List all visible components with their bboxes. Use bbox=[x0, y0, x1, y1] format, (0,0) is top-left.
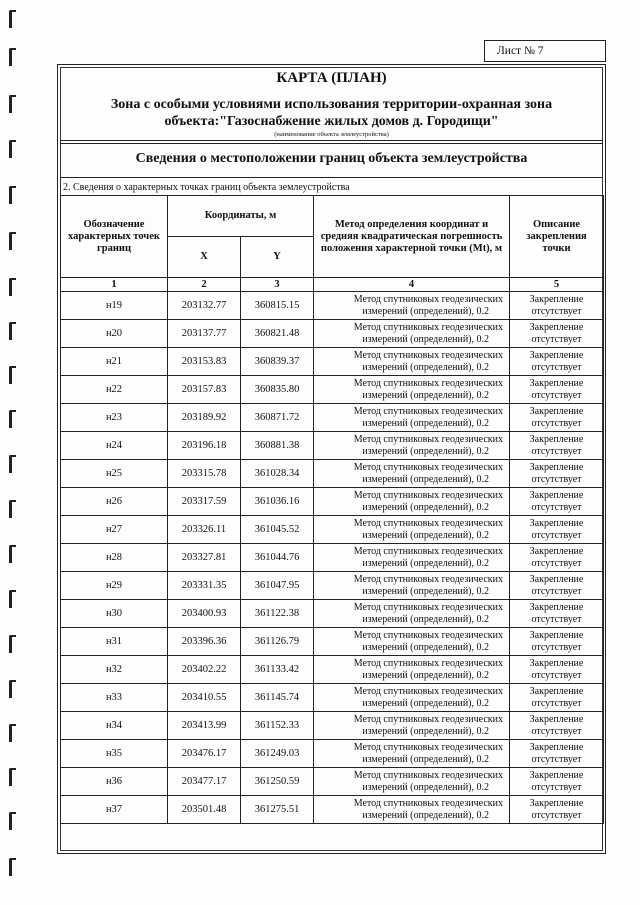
header-x: X bbox=[168, 237, 241, 278]
method-line2: измерений (определений), 0.2 bbox=[362, 585, 490, 597]
binding-hole-mark bbox=[9, 635, 16, 653]
point-id: н35 bbox=[61, 740, 168, 768]
table-row bbox=[61, 488, 604, 516]
method-cell bbox=[314, 376, 510, 404]
fixation-line1: Закрепление bbox=[529, 462, 584, 473]
method-line1: Метод спутниковых геодезических bbox=[353, 798, 504, 809]
fixation-line1: Закрепление bbox=[529, 630, 584, 641]
binding-hole-mark bbox=[9, 812, 16, 830]
method-line1: Метод спутниковых геодезических bbox=[353, 434, 504, 445]
table-row bbox=[61, 656, 604, 684]
method-cell bbox=[314, 460, 510, 488]
fixation-line2: отсутствует bbox=[531, 641, 582, 653]
binding-hole-mark bbox=[9, 680, 16, 698]
method-cell bbox=[314, 348, 510, 376]
coord-y: 360881.38 bbox=[241, 432, 314, 460]
binding-hole-mark bbox=[9, 10, 16, 28]
coord-x: 203476.17 bbox=[168, 740, 241, 768]
point-id: н30 bbox=[61, 600, 168, 628]
table-row bbox=[61, 320, 604, 348]
point-id: н27 bbox=[61, 516, 168, 544]
zone-title-line1: Зона с особыми условиями использования территории-охранная зона bbox=[110, 97, 553, 112]
coord-y: 360821.48 bbox=[241, 320, 314, 348]
column-number: 3 bbox=[241, 278, 314, 292]
method-cell bbox=[314, 600, 510, 628]
table-row bbox=[61, 376, 604, 404]
table-row bbox=[61, 516, 604, 544]
binding-hole-mark bbox=[9, 232, 16, 250]
coord-y: 360815.15 bbox=[241, 292, 314, 320]
sheet-number-label: Лист № 7 bbox=[497, 45, 544, 57]
method-line1: Метод спутниковых геодезических bbox=[353, 350, 504, 361]
method-line1: Метод спутниковых геодезических bbox=[353, 462, 504, 473]
fixation-line2: отсутствует bbox=[531, 557, 582, 569]
method-line2: измерений (определений), 0.2 bbox=[362, 669, 490, 681]
fixation-line1: Закрепление bbox=[529, 406, 584, 417]
method-line2: измерений (определений), 0.2 bbox=[362, 445, 490, 457]
fixation-cell bbox=[510, 684, 604, 712]
point-id: н24 bbox=[61, 432, 168, 460]
binding-hole-mark bbox=[9, 186, 16, 204]
fixation-line1: Закрепление bbox=[529, 686, 584, 697]
fixation-line2: отсутствует bbox=[531, 529, 582, 541]
table-footer-blank bbox=[60, 842, 603, 851]
fixation-line2: отсутствует bbox=[531, 697, 582, 709]
fixation-cell bbox=[510, 404, 604, 432]
point-id: н29 bbox=[61, 572, 168, 600]
method-cell bbox=[314, 432, 510, 460]
section-title: Сведения о местоположении границ объекта землеустройства bbox=[135, 151, 528, 166]
method-cell bbox=[314, 572, 510, 600]
fixation-line1: Закрепление bbox=[529, 350, 584, 361]
zone-title-line2: объекта:"Газоснабжение жилых домов д. Городищи" bbox=[164, 114, 499, 129]
method-line1: Метод спутниковых геодезических bbox=[353, 490, 504, 501]
coord-y: 361152.33 bbox=[241, 712, 314, 740]
table-row bbox=[61, 712, 604, 740]
point-id: н28 bbox=[61, 544, 168, 572]
method-line2: измерений (определений), 0.2 bbox=[362, 529, 490, 541]
fixation-line2: отсутствует bbox=[531, 305, 582, 317]
fixation-cell bbox=[510, 740, 604, 768]
column-number: 2 bbox=[168, 278, 241, 292]
method-cell bbox=[314, 488, 510, 516]
fixation-line2: отсутствует bbox=[531, 333, 582, 345]
point-id: н31 bbox=[61, 628, 168, 656]
header-y: Y bbox=[241, 237, 314, 278]
coord-x: 203157.83 bbox=[168, 376, 241, 404]
fixation-line2: отсутствует bbox=[531, 585, 582, 597]
coord-x: 203315.78 bbox=[168, 460, 241, 488]
fixation-line1: Закрепление bbox=[529, 798, 584, 809]
method-cell bbox=[314, 628, 510, 656]
method-cell bbox=[314, 684, 510, 712]
method-line1: Метод спутниковых геодезических bbox=[353, 322, 504, 333]
point-id: н34 bbox=[61, 712, 168, 740]
fixation-cell bbox=[510, 628, 604, 656]
method-line2: измерений (определений), 0.2 bbox=[362, 305, 490, 317]
coord-x: 203153.83 bbox=[168, 348, 241, 376]
binding-hole-mark bbox=[9, 724, 16, 742]
fixation-line2: отсутствует bbox=[531, 501, 582, 513]
method-line2: измерений (определений), 0.2 bbox=[362, 809, 490, 821]
method-line1: Метод спутниковых геодезических bbox=[353, 378, 504, 389]
divider bbox=[60, 143, 603, 144]
fixation-line1: Закрепление bbox=[529, 490, 584, 501]
column-number: 5 bbox=[510, 278, 604, 292]
fixation-cell bbox=[510, 460, 604, 488]
fixation-cell bbox=[510, 796, 604, 824]
fixation-line1: Закрепление bbox=[529, 658, 584, 669]
method-line2: измерений (определений), 0.2 bbox=[362, 473, 490, 485]
coord-y: 360871.72 bbox=[241, 404, 314, 432]
header-designation: Обозначение характерных точек границ bbox=[61, 196, 168, 278]
method-line1: Метод спутниковых геодезических bbox=[353, 630, 504, 641]
fixation-line1: Закрепление bbox=[529, 574, 584, 585]
point-id: н32 bbox=[61, 656, 168, 684]
fixation-line1: Закрепление bbox=[529, 378, 584, 389]
header-coordinates: Координаты, м bbox=[168, 196, 314, 237]
coord-x: 203477.17 bbox=[168, 768, 241, 796]
fixation-line1: Закрепление bbox=[529, 714, 584, 725]
coord-y: 361249.03 bbox=[241, 740, 314, 768]
point-id: н33 bbox=[61, 684, 168, 712]
table-row bbox=[61, 600, 604, 628]
binding-hole-mark bbox=[9, 545, 16, 563]
point-id: н21 bbox=[61, 348, 168, 376]
fixation-line2: отсутствует bbox=[531, 361, 582, 373]
method-cell bbox=[314, 712, 510, 740]
divider bbox=[60, 177, 603, 178]
method-line1: Метод спутниковых геодезических bbox=[353, 602, 504, 613]
fixation-line2: отсутствует bbox=[531, 725, 582, 737]
coord-x: 203400.93 bbox=[168, 600, 241, 628]
point-id: н19 bbox=[61, 292, 168, 320]
method-cell bbox=[314, 656, 510, 684]
fixation-cell bbox=[510, 348, 604, 376]
table-row bbox=[61, 684, 604, 712]
point-id: н36 bbox=[61, 768, 168, 796]
header-description: Описание закрепления точки bbox=[510, 196, 604, 278]
method-line2: измерений (определений), 0.2 bbox=[362, 389, 490, 401]
binding-hole-mark bbox=[9, 455, 16, 473]
fixation-cell bbox=[510, 768, 604, 796]
method-line1: Метод спутниковых геодезических bbox=[353, 518, 504, 529]
fixation-cell bbox=[510, 600, 604, 628]
fixation-line2: отсутствует bbox=[531, 669, 582, 681]
fixation-line1: Закрепление bbox=[529, 546, 584, 557]
method-line1: Метод спутниковых геодезических bbox=[353, 742, 504, 753]
binding-hole-mark bbox=[9, 366, 16, 384]
coord-x: 203196.18 bbox=[168, 432, 241, 460]
point-id: н37 bbox=[61, 796, 168, 824]
method-line2: измерений (определений), 0.2 bbox=[362, 753, 490, 765]
fixation-line1: Закрепление bbox=[529, 322, 584, 333]
table-row bbox=[61, 740, 604, 768]
method-line2: измерений (определений), 0.2 bbox=[362, 501, 490, 513]
method-cell bbox=[314, 740, 510, 768]
coord-y: 361275.51 bbox=[241, 796, 314, 824]
method-line1: Метод спутниковых геодезических bbox=[353, 574, 504, 585]
fixation-cell bbox=[510, 656, 604, 684]
fixation-line2: отсутствует bbox=[531, 781, 582, 793]
boundary-points-table bbox=[60, 195, 604, 824]
fixation-line2: отсутствует bbox=[531, 809, 582, 821]
table-row bbox=[61, 768, 604, 796]
fixation-line2: отсутствует bbox=[531, 445, 582, 457]
binding-hole-mark bbox=[9, 322, 16, 340]
method-line1: Метод спутниковых геодезических bbox=[353, 406, 504, 417]
method-line2: измерений (определений), 0.2 bbox=[362, 361, 490, 373]
coord-x: 203410.55 bbox=[168, 684, 241, 712]
fixation-cell bbox=[510, 292, 604, 320]
binding-marks bbox=[0, 0, 30, 905]
coord-y: 361036.16 bbox=[241, 488, 314, 516]
method-cell bbox=[314, 320, 510, 348]
method-cell bbox=[314, 292, 510, 320]
divider bbox=[60, 140, 603, 141]
fixation-line1: Закрепление bbox=[529, 518, 584, 529]
fixation-cell bbox=[510, 572, 604, 600]
binding-hole-mark bbox=[9, 410, 16, 428]
coord-y: 361145.74 bbox=[241, 684, 314, 712]
fixation-cell bbox=[510, 432, 604, 460]
fixation-cell bbox=[510, 712, 604, 740]
table-row bbox=[61, 432, 604, 460]
table-row bbox=[61, 544, 604, 572]
method-line2: измерений (определений), 0.2 bbox=[362, 641, 490, 653]
table-row bbox=[61, 460, 604, 488]
coord-x: 203413.99 bbox=[168, 712, 241, 740]
table-row bbox=[61, 572, 604, 600]
column-number: 1 bbox=[61, 278, 168, 292]
object-caption: (наименование объекта землеустройства) bbox=[274, 131, 389, 138]
coord-x: 203396.36 bbox=[168, 628, 241, 656]
fixation-cell bbox=[510, 320, 604, 348]
method-cell bbox=[314, 796, 510, 824]
coord-x: 203331.35 bbox=[168, 572, 241, 600]
point-id: н26 bbox=[61, 488, 168, 516]
coord-y: 360835.80 bbox=[241, 376, 314, 404]
fixation-line2: отсутствует bbox=[531, 389, 582, 401]
fixation-cell bbox=[510, 544, 604, 572]
coord-x: 203327.81 bbox=[168, 544, 241, 572]
sheet-number bbox=[484, 40, 606, 62]
table-row bbox=[61, 348, 604, 376]
coord-x: 203317.59 bbox=[168, 488, 241, 516]
method-line2: измерений (определений), 0.2 bbox=[362, 697, 490, 709]
binding-hole-mark bbox=[9, 140, 16, 158]
method-line1: Метод спутниковых геодезических bbox=[353, 546, 504, 557]
binding-hole-mark bbox=[9, 95, 16, 113]
coord-y: 361133.42 bbox=[241, 656, 314, 684]
binding-hole-mark bbox=[9, 48, 16, 66]
coord-x: 203501.48 bbox=[168, 796, 241, 824]
fixation-cell bbox=[510, 516, 604, 544]
method-line1: Метод спутниковых геодезических bbox=[353, 714, 504, 725]
fixation-line1: Закрепление bbox=[529, 294, 584, 305]
table-row bbox=[61, 796, 604, 824]
fixation-line2: отсутствует bbox=[531, 417, 582, 429]
method-line2: измерений (определений), 0.2 bbox=[362, 781, 490, 793]
coord-y: 361045.52 bbox=[241, 516, 314, 544]
point-id: н20 bbox=[61, 320, 168, 348]
binding-hole-mark bbox=[9, 278, 16, 296]
method-line1: Метод спутниковых геодезических bbox=[353, 294, 504, 305]
fixation-line1: Закрепление bbox=[529, 602, 584, 613]
subsection-title: 2. Сведения о характерных точках границ объекта землеустройства bbox=[63, 182, 350, 193]
method-line2: измерений (определений), 0.2 bbox=[362, 417, 490, 429]
coord-y: 361047.95 bbox=[241, 572, 314, 600]
header-method: Метод определения координат и средняя квадратическая погрешность положения характерной точки (Mt), м bbox=[314, 196, 510, 278]
coord-x: 203137.77 bbox=[168, 320, 241, 348]
method-line1: Метод спутниковых геодезических bbox=[353, 770, 504, 781]
coord-y: 361028.34 bbox=[241, 460, 314, 488]
fixation-cell bbox=[510, 376, 604, 404]
binding-hole-mark bbox=[9, 768, 16, 786]
method-line1: Метод спутниковых геодезических bbox=[353, 658, 504, 669]
coord-x: 203326.11 bbox=[168, 516, 241, 544]
binding-hole-mark bbox=[9, 590, 16, 608]
fixation-line1: Закрепление bbox=[529, 434, 584, 445]
point-id: н23 bbox=[61, 404, 168, 432]
table-row bbox=[61, 404, 604, 432]
coord-y: 360839.37 bbox=[241, 348, 314, 376]
point-id: н22 bbox=[61, 376, 168, 404]
method-line2: измерений (определений), 0.2 bbox=[362, 613, 490, 625]
coord-y: 361044.76 bbox=[241, 544, 314, 572]
coord-x: 203402.22 bbox=[168, 656, 241, 684]
coord-y: 361122.38 bbox=[241, 600, 314, 628]
column-number: 4 bbox=[314, 278, 510, 292]
coord-x: 203189.92 bbox=[168, 404, 241, 432]
fixation-line1: Закрепление bbox=[529, 770, 584, 781]
method-cell bbox=[314, 768, 510, 796]
method-line2: измерений (определений), 0.2 bbox=[362, 557, 490, 569]
method-cell bbox=[314, 516, 510, 544]
method-cell bbox=[314, 404, 510, 432]
table-row bbox=[61, 628, 604, 656]
method-cell bbox=[314, 544, 510, 572]
coord-y: 361250.59 bbox=[241, 768, 314, 796]
table-row bbox=[61, 292, 604, 320]
coord-y: 361126.79 bbox=[241, 628, 314, 656]
fixation-line1: Закрепление bbox=[529, 742, 584, 753]
binding-hole-mark bbox=[9, 500, 16, 518]
method-line1: Метод спутниковых геодезических bbox=[353, 686, 504, 697]
fixation-line2: отсутствует bbox=[531, 753, 582, 765]
coord-x: 203132.77 bbox=[168, 292, 241, 320]
method-line2: измерений (определений), 0.2 bbox=[362, 333, 490, 345]
method-line2: измерений (определений), 0.2 bbox=[362, 725, 490, 737]
map-title: КАРТА (ПЛАН) bbox=[276, 70, 387, 86]
fixation-line2: отсутствует bbox=[531, 613, 582, 625]
fixation-cell bbox=[510, 488, 604, 516]
fixation-line2: отсутствует bbox=[531, 473, 582, 485]
point-id: н25 bbox=[61, 460, 168, 488]
binding-hole-mark bbox=[9, 858, 16, 876]
